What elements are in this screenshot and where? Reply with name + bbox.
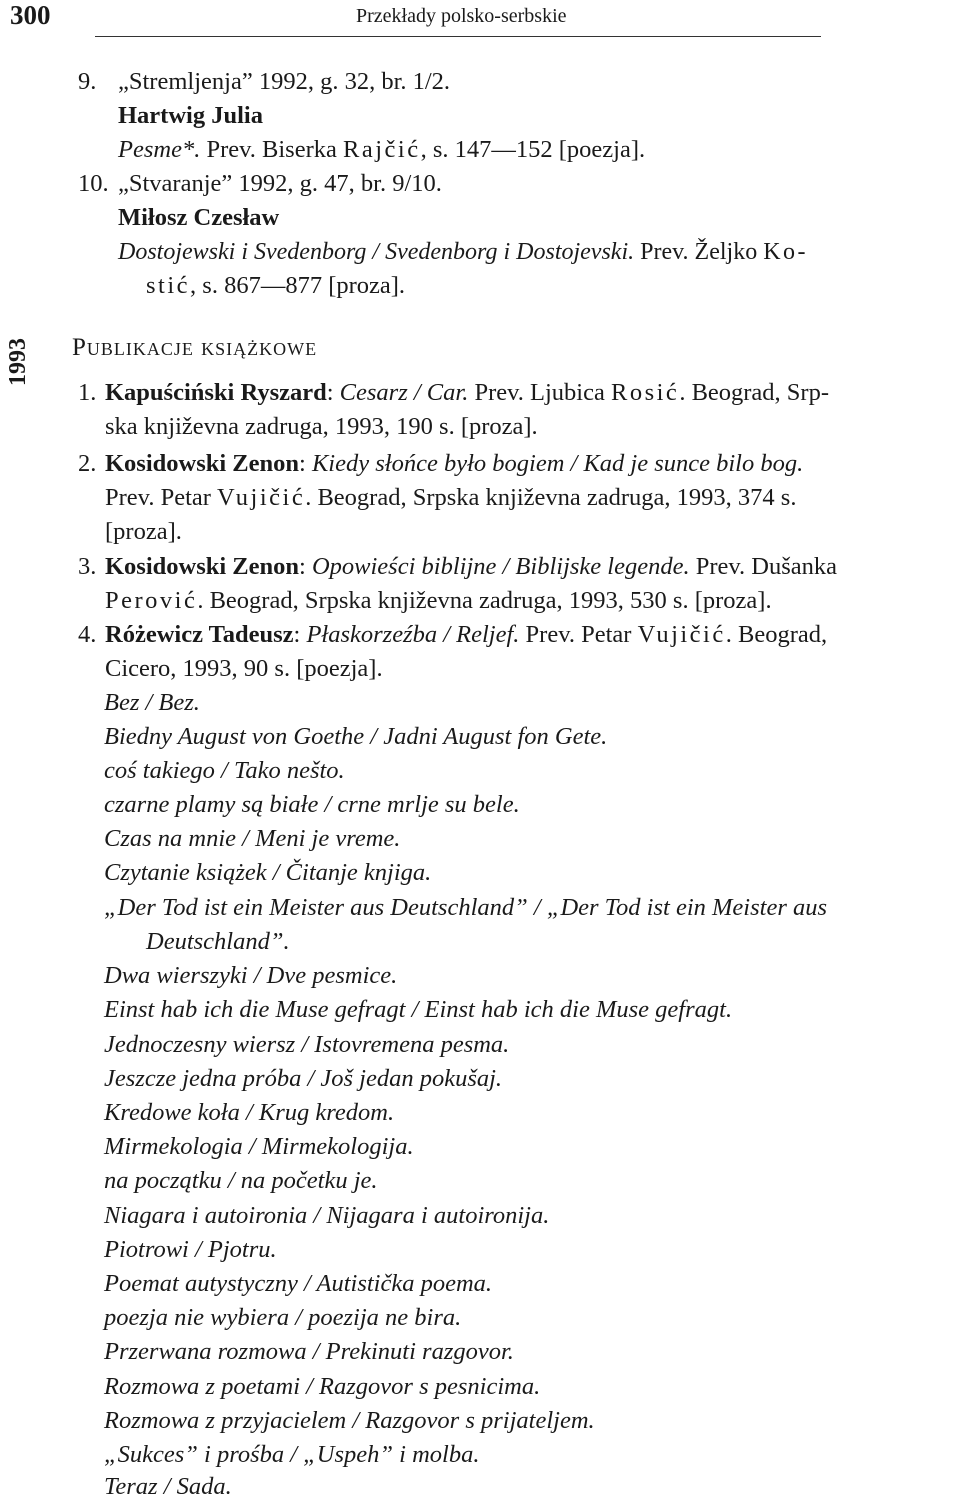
poem-item-continuation: Deutschland”. [146,928,290,955]
entry-number: 4. [78,621,97,648]
entry-tail: . Beograd, Srp- [679,379,830,406]
poem-item: Czas na mnie / Meni je vreme. [104,825,401,852]
author-name: Hartwig Julia [118,102,263,129]
header-rule [95,36,821,37]
translator-name: Perović [105,587,198,614]
poem-item: Jednoczesny wiersz / Istovremena pesma. [104,1031,510,1058]
poem-item: Poemat autystyczny / Autistička poema. [104,1270,493,1297]
poem-item: poezja nie wybiera / poezija ne bira. [104,1304,462,1331]
entry-tail: , s. 867—877 [proza]. [190,272,406,299]
translator-name: Vujičić [637,621,726,648]
author-name: Różewicz Tadeusz [105,621,294,648]
poem-item: Bez / Bez. [104,689,200,716]
entry-line [105,552,837,582]
entry-tail: . Beograd, Srpska književna zadruga, 1993, 374 s. [305,484,797,511]
journal-source: „Stvaranje” 1992, g. 47, br. 9/10. [118,170,442,197]
entry-number: 2. [78,450,97,477]
entry-line: [proza]. [105,518,182,545]
colon: : [299,553,312,580]
entry-line [105,620,827,650]
entry-line [146,271,405,301]
colon: : [326,379,340,406]
poem-item: na początku / na početku je. [104,1167,378,1194]
poem-item: „Der Tod ist ein Meister aus Deutschland” / „Der Tod ist ein Meister aus [104,894,828,921]
prev-label: Prev. Ljubica [468,379,611,406]
poem-item: Rozmowa z przyjacielem / Razgovor s prijateljem. [104,1407,595,1434]
work-title: Pesme*. [118,136,201,163]
author-name: Kosidowski Zenon [105,450,300,477]
entry-number: 10. [78,170,109,197]
entry-line [105,483,796,513]
poem-item: Mirmekologia / Mirmekologija. [104,1133,414,1160]
poem-item: czarne plamy są białe / crne mrlje su bele. [104,791,520,818]
entry-line [118,237,808,267]
prev-label: Prev. Petar [519,621,638,648]
poem-item: Piotrowi / Pjotru. [104,1236,277,1263]
colon: : [293,621,307,648]
entry-number: 9. [78,68,97,95]
entry-line [105,378,829,408]
entry-number: 3. [78,553,97,580]
prev-label: Prev. Dušanka [689,553,838,580]
journal-source: „Stremljenja” 1992, g. 32, br. 1/2. [118,68,451,95]
section-heading: Publikacje książkowe [72,334,318,361]
translator-name: Ko- [763,239,809,265]
poem-item: Rozmowa z poetami / Razgovor s pesnicima. [104,1373,541,1400]
entry-line [118,135,645,165]
translator-name-cont: stić [146,272,191,299]
entry-tail: , s. 147—152 [poezja]. [420,136,646,163]
page-number: 300 [10,0,51,30]
side-year-tab: 1993 [5,338,31,386]
poem-item: Przerwana rozmowa / Prekinuti razgovor. [104,1338,514,1365]
work-title: Opowieści biblijne / Biblijske legende. [311,553,690,580]
poem-item: Biedny August von Goethe / Jadni August fon Gete. [104,723,608,750]
translator-name: Rajčić [343,136,421,163]
entry-line [105,586,772,616]
entry-tail: . Beograd, Srpska književna zadruga, 1993, 530 s. [proza]. [197,587,772,614]
translator-name: Vujičić [217,484,306,511]
poem-item: Einst hab ich die Muse gefragt / Einst hab ich die Muse gefragt. [104,996,733,1023]
translator-name: Rosić [611,379,680,406]
poem-item: Jeszcze jedna próba / Još jedan pokušaj. [104,1065,503,1092]
author-name: Kapuściński Ryszard [105,379,327,406]
entry-tail: . Beograd, [725,621,828,648]
prev-label: Prev. Željko [634,239,764,265]
poem-item: Niagara i autoironia / Nijagara i autoironija. [104,1202,550,1229]
colon: : [299,450,312,477]
prev-label: Prev. Biserka [200,136,343,163]
entry-line [105,449,803,479]
entry-number: 1. [78,379,97,406]
poem-item: „Sukces” i prośba / „Uspeh” i molba. [104,1441,480,1468]
prev-label: Prev. Petar [105,484,218,511]
work-title: Cesarz / Car. [339,379,469,406]
author-name: Miłosz Czesław [118,204,280,231]
poem-item: Czytanie książek / Čitanje knjiga. [104,859,432,886]
poem-item: Kredowe koła / Krug kredom. [104,1099,395,1126]
author-name: Kosidowski Zenon [105,553,300,580]
poem-item: coś takiego / Tako nešto. [104,757,345,784]
work-title: Płaskorzeźba / Reljef. [306,621,520,648]
work-title: Dostojewski i Svedenborg / Svedenborg i Dostojevski. [118,239,635,265]
work-title: Kiedy słońce było bogiem / Kad je sunce bilo bog. [311,450,804,477]
entry-line: ska književna zadruga, 1993, 190 s. [proza]. [105,413,538,440]
poem-item: Teraz / Sada. [104,1473,232,1500]
entry-line: Cicero, 1993, 90 s. [poezja]. [105,655,383,682]
poem-item: Dwa wierszyki / Dve pesmice. [104,962,398,989]
running-title: Przekłady polsko-serbskie [356,5,567,27]
